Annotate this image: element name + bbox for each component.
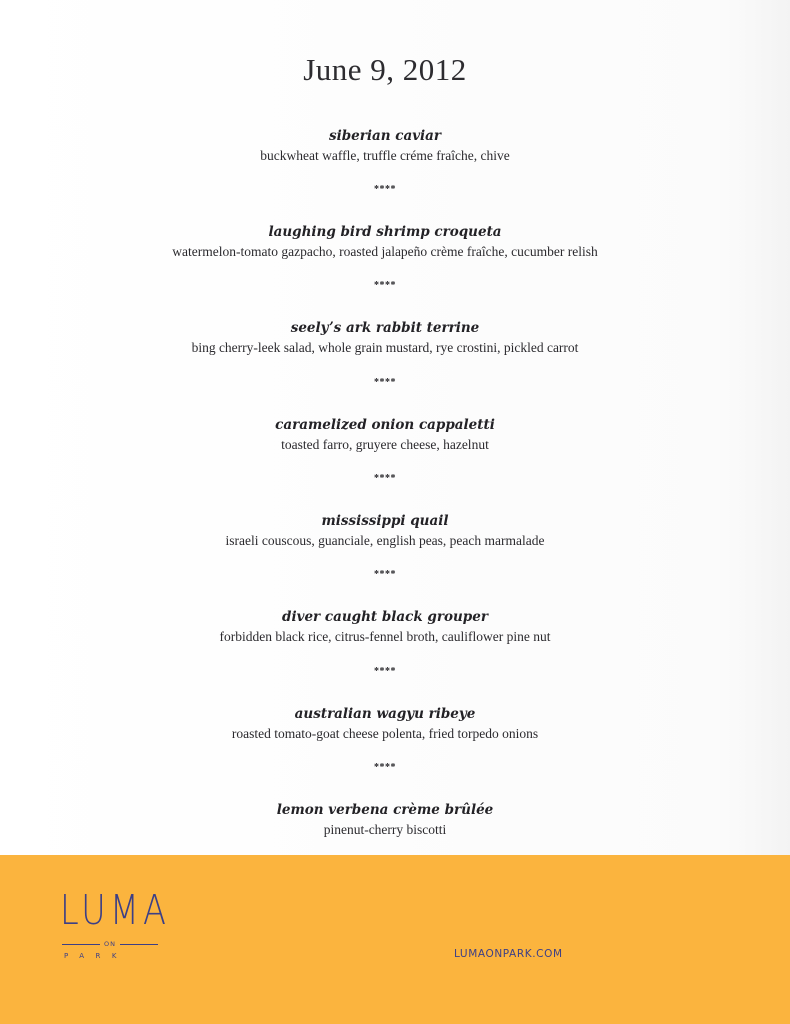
course-name: caramelized onion cappaletti — [275, 417, 495, 433]
logo-on-divider — [60, 940, 160, 949]
course-description: bing cherry-leek salad, whole grain mustard, rye crostini, pickled carrot — [191, 340, 579, 355]
course-name: siberian caviar — [328, 128, 442, 144]
course-8 — [0, 800, 770, 840]
course-description: roasted tomato-goat cheese polenta, fried torpedo onions — [231, 726, 539, 741]
course-7 — [0, 704, 770, 744]
course-name: mississippi quail — [321, 513, 449, 529]
course-separator: **** — [374, 569, 396, 580]
course-5 — [0, 511, 770, 551]
course-name: laughing bird shrimp croqueta — [268, 224, 502, 240]
course-separator: **** — [374, 762, 396, 773]
course-separator: **** — [374, 377, 396, 388]
logo-on-text: ON — [104, 940, 116, 948]
course-separator: **** — [374, 473, 396, 484]
logo-rule-left — [62, 944, 100, 945]
course-separator: **** — [374, 666, 396, 677]
course-separator: **** — [374, 184, 396, 195]
course-4 — [0, 415, 770, 455]
course-name: seely’s ark rabbit terrine — [290, 320, 480, 336]
menu-date: June 9, 2012 — [303, 52, 467, 87]
logo-park-text: PARK — [64, 952, 129, 960]
course-6 — [0, 607, 770, 647]
logo-rule-right — [120, 944, 158, 945]
course-description: buckwheat waffle, truffle créme fraîche, chive — [260, 148, 510, 163]
course-description: toasted farro, gruyere cheese, hazelnut — [281, 437, 489, 452]
course-name: lemon verbena crème brûlée — [276, 802, 494, 818]
course-description: pinenut-cherry biscotti — [323, 822, 447, 837]
course-separator: **** — [374, 280, 396, 291]
logo-word: LUMA — [60, 886, 171, 934]
course-2 — [0, 222, 770, 262]
course-name: australian wagyu ribeye — [294, 706, 476, 722]
course-description: watermelon-tomato gazpacho, roasted jalapeño crème fraîche, cucumber relish — [172, 244, 598, 259]
course-description: forbidden black rice, citrus-fennel broth, cauliflower pine nut — [219, 629, 551, 644]
luma-on-park-logo — [60, 886, 171, 963]
course-description: israeli couscous, guanciale, english peas, peach marmalade — [225, 533, 545, 548]
course-name: diver caught black grouper — [282, 609, 488, 625]
course-3 — [0, 318, 770, 358]
course-1 — [0, 126, 770, 166]
website-link[interactable]: LUMAONPARK.COM — [454, 948, 563, 960]
